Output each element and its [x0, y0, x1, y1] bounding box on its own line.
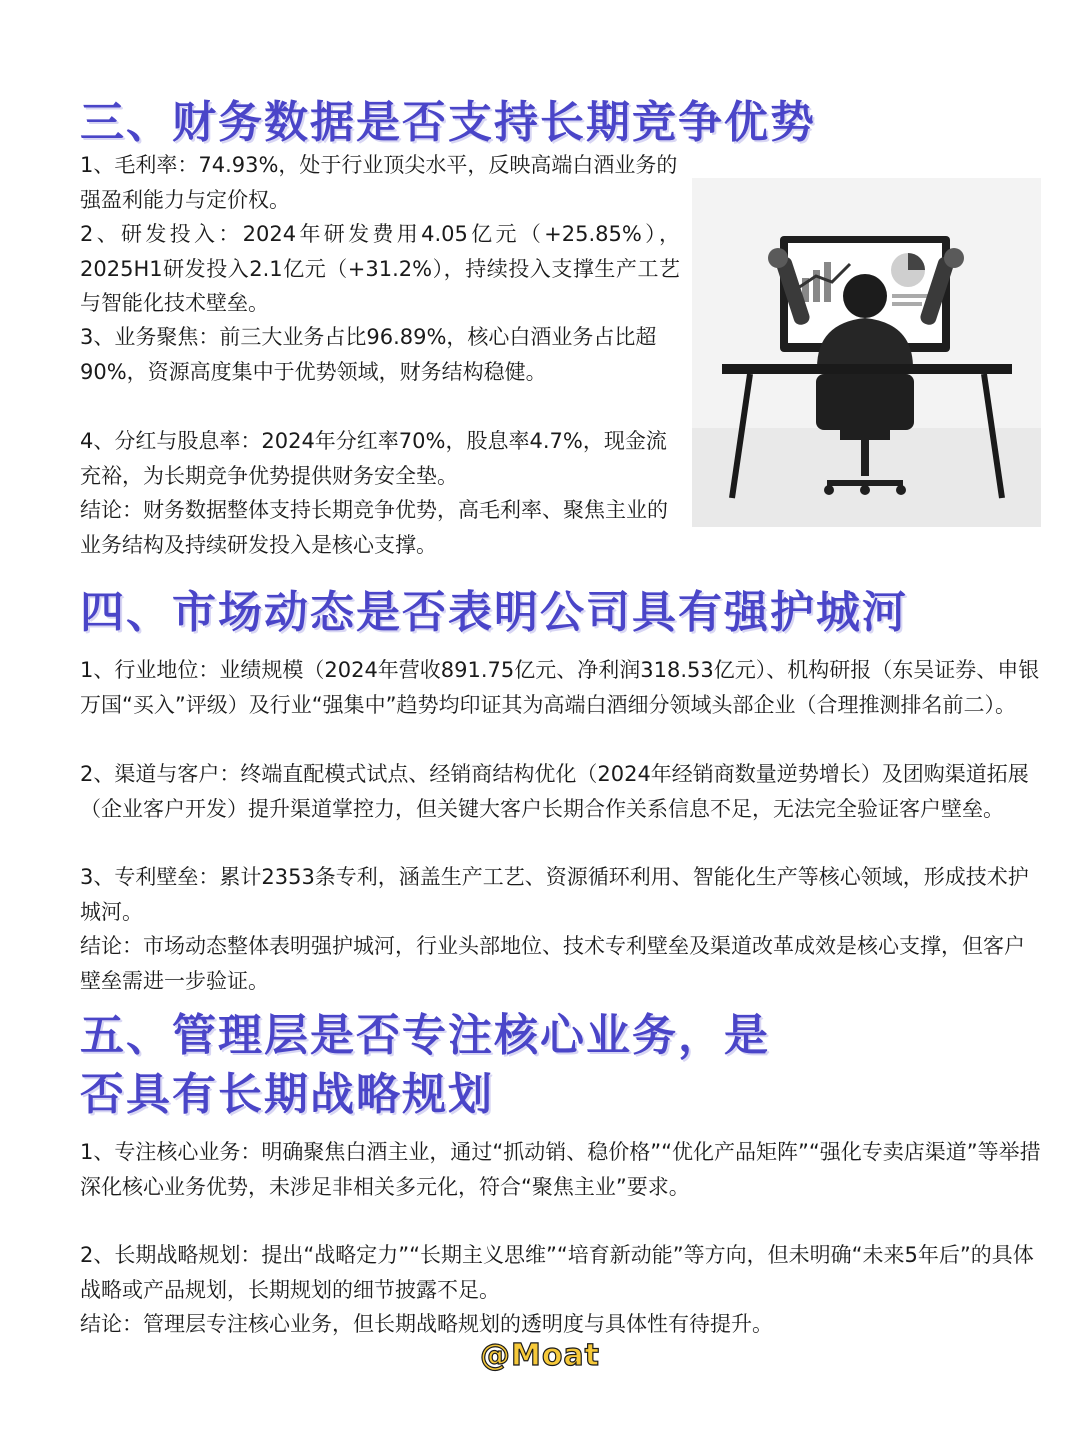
section-heading-market: 四、市场动态是否表明公司具有强护城河: [80, 587, 908, 638]
finance-item-gross-margin: 1、毛利率：74.93%，处于行业顶尖水平，反映高端白酒业务的强盈利能力与定价权。: [80, 153, 678, 212]
section-heading-management-line2: 否具有长期战略规划: [80, 1069, 494, 1120]
market-item-patents: 3、专利壁垒：累计2353条专利，涵盖生产工艺、资源循环利用、智能化生产等核心领域，形成技术护城河。: [80, 865, 1029, 924]
market-conclusion: 结论：市场动态整体表明强护城河，行业头部地位、技术专利壁垒及渠道改革成效是核心支撑，但客户壁垒需进一步验证。: [80, 934, 1025, 993]
office-worker-illustration: [692, 178, 1041, 527]
section-heading-finance: 三、财务数据是否支持长期竞争优势: [80, 97, 816, 148]
management-item-strategy: 2、长期战略规划：提出“战略定力”“长期主义思维”“培育新动能”等方向，但未明确“未来5年后”的具体战略或产品规划，长期规划的细节披露不足。: [80, 1243, 1034, 1302]
market-item-channels: 2、渠道与客户：终端直配模式试点、经销商结构优化（2024年经销商数量逆势增长）及团购渠道拓展（企业客户开发）提升渠道掌控力，但关键大客户长期合作关系信息不足，无法完全验证客户壁垒。: [80, 762, 1029, 821]
finance-conclusion: 结论：财务数据整体支持长期竞争优势，高毛利率、聚焦主业的业务结构及持续研发投入是核心支撑。: [80, 498, 668, 557]
finance-item-rnd: 2、研发投入：2024年研发费用4.05亿元（+25.85%），2025H1研发投入2.1亿元（+31.2%），持续投入支撑生产工艺与智能化技术壁垒。: [80, 222, 680, 315]
market-item-position: 1、行业地位：业绩规模（2024年营收891.75亿元、净利润318.53亿元）、机构研报（东吴证券、申银万国“买入”评级）及行业“强集中”趋势均印证其为高端白酒细分领域头部企业（合理推测排名前二）。: [80, 658, 1040, 717]
finance-item-dividend: 4、分红与股息率：2024年分红率70%，股息率4.7%，现金流充裕，为长期竞争优势提供财务安全垫。: [80, 429, 667, 488]
section-heading-management-line1: 五、管理层是否专注核心业务，是: [80, 1010, 770, 1061]
brand-watermark: @Moat: [479, 1338, 601, 1373]
finance-item-focus: 3、业务聚焦：前三大业务占比96.89%，核心白酒业务占比超90%，资源高度集中于优势领域，财务结构稳健。: [80, 325, 657, 384]
management-item-focus: 1、专注核心业务：明确聚焦白酒主业，通过“抓动销、稳价格”“优化产品矩阵”“强化专卖店渠道”等举措深化核心业务优势，未涉足非相关多元化，符合“聚焦主业”要求。: [80, 1140, 1041, 1199]
management-conclusion: 结论：管理层专注核心业务，但长期战略规划的透明度与具体性有待提升。: [80, 1312, 773, 1336]
